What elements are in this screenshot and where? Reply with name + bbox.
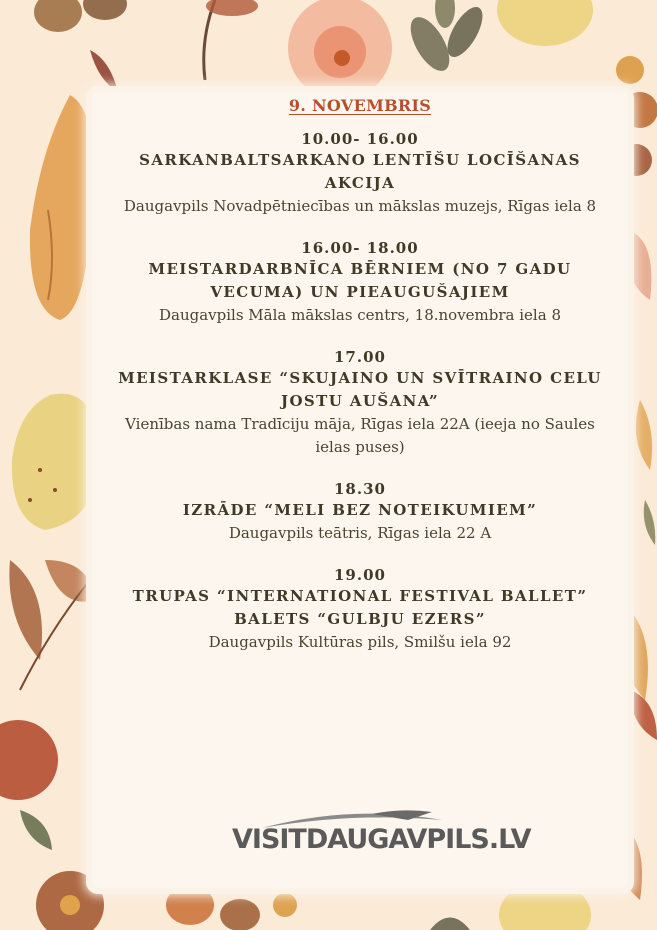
event-item bbox=[92, 565, 628, 654]
acorn-decoration bbox=[273, 893, 297, 917]
event-place: Daugavpils Novadpētniecības un mākslas muzejs, Rīgas iela 8 bbox=[123, 197, 597, 215]
yellow-pear-decoration bbox=[497, 0, 593, 46]
visitdaugavpils-logo bbox=[232, 806, 531, 866]
pink-leaf-decoration bbox=[626, 230, 651, 300]
yellow-pear-decoration bbox=[499, 881, 591, 930]
green-leaf-decoration bbox=[20, 810, 52, 850]
yellow-pear-decoration bbox=[12, 394, 100, 530]
event-place: Daugavpils teātris, Rīgas iela 22 A bbox=[228, 524, 492, 542]
pear-speck-decoration bbox=[53, 488, 57, 492]
green-leaf-decoration bbox=[430, 918, 470, 930]
event-title: TRUPAS “INTERNATIONAL FESTIVAL BALLET” BALETS “GULBJU EZERS” bbox=[132, 587, 588, 628]
orange-leaf-decoration bbox=[636, 400, 652, 470]
event-place: Vienības nama Tradīciju māja, Rīgas iela 22A (ieeja no Saules ielas puses) bbox=[125, 415, 595, 456]
event-time: 16.00- 18.00 bbox=[301, 239, 419, 257]
event-title: SARKANBALTSARKANO LENTĪŠU LOCĪŠANAS AKCIJA bbox=[139, 151, 581, 192]
event-time: 17.00 bbox=[334, 348, 386, 366]
orange-pear-decoration bbox=[30, 95, 93, 320]
event-time: 10.00- 16.00 bbox=[301, 130, 419, 148]
event-time: 19.00 bbox=[334, 566, 386, 584]
red-apple-decoration bbox=[0, 720, 58, 800]
peony-core-decoration bbox=[334, 50, 350, 66]
leaf-decoration bbox=[206, 0, 258, 16]
hazelnut-decoration bbox=[83, 0, 127, 20]
logo-text: VISITDAUGAVPILS.LV bbox=[232, 824, 531, 855]
hazelnut-decoration bbox=[34, 0, 82, 32]
event-title: MEISTARKLASE “SKUJAINO UN SVĪTRAINO CELU JOSTU AUŠANA” bbox=[118, 369, 602, 410]
flower-center-decoration bbox=[60, 895, 80, 915]
event-item bbox=[92, 347, 628, 459]
event-place: Daugavpils Māla mākslas centrs, 18.novembra iela 8 bbox=[159, 306, 561, 324]
date-heading: 9. NOVEMBRIS bbox=[288, 96, 432, 115]
acorn-decoration bbox=[166, 885, 214, 925]
event-title: IZRĀDE “MELI BEZ NOTEIKUMIEM” bbox=[182, 501, 538, 519]
brown-leaf-decoration bbox=[45, 560, 95, 602]
acorn-decoration bbox=[616, 56, 644, 84]
event-item bbox=[92, 479, 628, 545]
schedule-content bbox=[92, 96, 628, 674]
green-leaf-decoration bbox=[644, 500, 656, 545]
green-leaf-decoration bbox=[435, 0, 455, 28]
event-time: 18.30 bbox=[334, 480, 386, 498]
pear-speck-decoration bbox=[38, 468, 42, 472]
acorn-decoration bbox=[220, 899, 260, 930]
event-place: Daugavpils Kultūras pils, Smilšu iela 92 bbox=[208, 633, 512, 651]
pear-speck-decoration bbox=[28, 498, 32, 502]
event-title: MEISTARDARBNĪCA BĒRNIEM (NO 7 GADU VECUMA) UN PIEAUGUŠAJIEM bbox=[148, 260, 572, 301]
event-item bbox=[92, 129, 628, 218]
brown-leaf-decoration bbox=[9, 560, 42, 660]
event-item bbox=[92, 238, 628, 327]
red-leaf-decoration bbox=[90, 50, 118, 92]
